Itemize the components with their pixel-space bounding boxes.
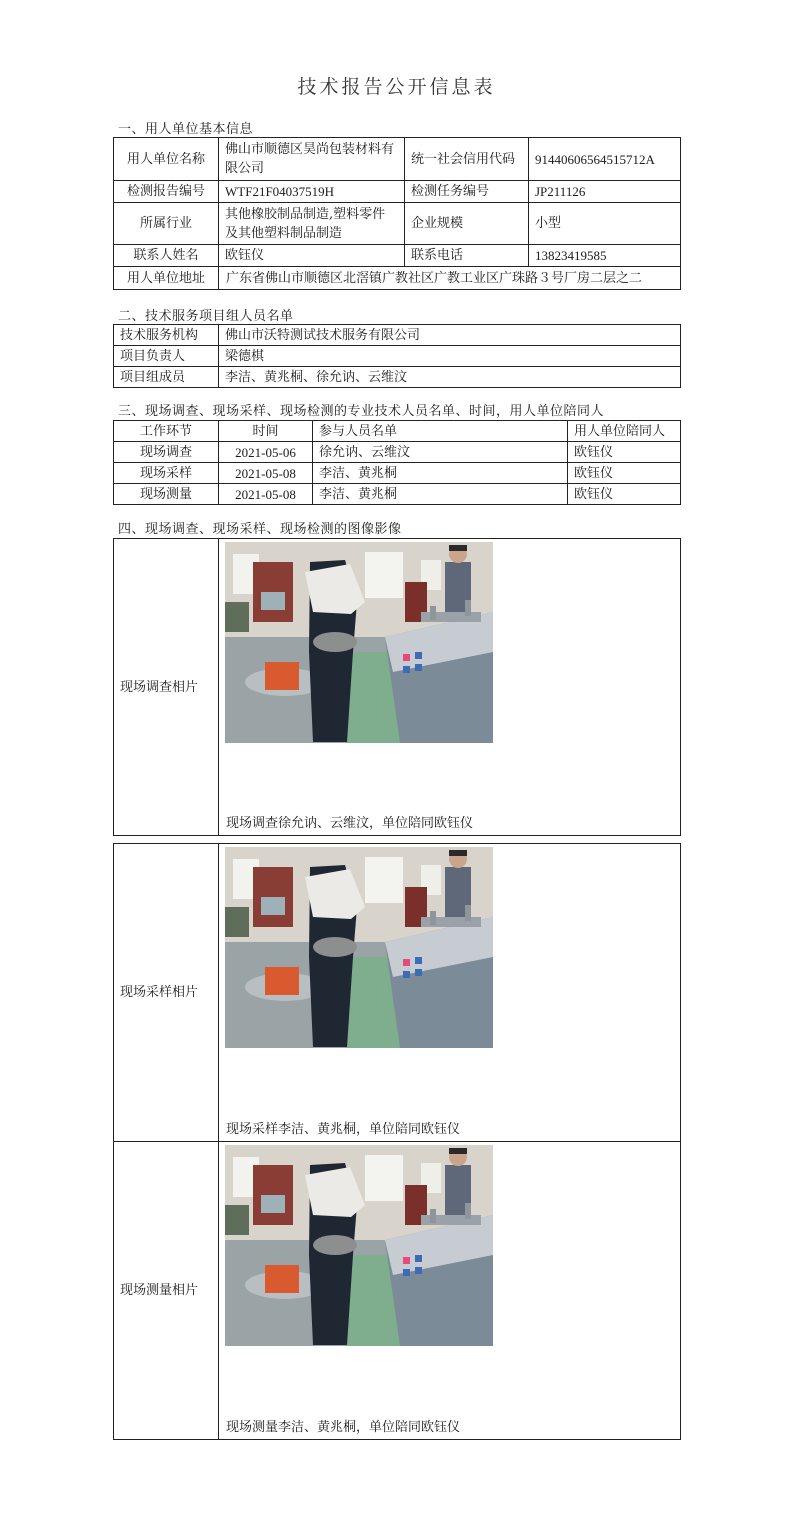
site-photo (225, 542, 493, 743)
value-cell: 佛山市沃特测试技术服务有限公司 (219, 325, 681, 346)
section-4-heading: 四、现场调查、现场采样、现场检测的图像影像 (118, 522, 402, 537)
section-3-heading: 三、现场调查、现场采样、现场检测的专业技术人员名单、时间，用人单位陪同人 (118, 404, 605, 419)
escort-cell: 欧钰仪 (568, 484, 681, 505)
table-row (114, 367, 681, 388)
site-photo (225, 847, 493, 1048)
value-cell: 其他橡胶制品制造,塑料零件及其他塑料制品制造 (219, 203, 405, 245)
table-row (114, 346, 681, 367)
label-cell: 联系电话 (405, 245, 529, 267)
table-row (114, 325, 681, 346)
escort-cell: 欧钰仪 (568, 442, 681, 463)
value-cell: 小型 (529, 203, 681, 245)
table-row (114, 181, 681, 203)
people-cell: 李洁、黄兆桐 (313, 463, 568, 484)
page-title: 技术报告公开信息表 (297, 76, 496, 98)
value-cell: 91440606564515712A (529, 138, 681, 181)
basic-info-table (113, 137, 681, 290)
label-cell: 用人单位地址 (114, 267, 219, 290)
photo-caption: 现场采样李洁、黄兆桐，单位陪同欧钰仪 (226, 1122, 461, 1137)
team-table (113, 324, 681, 388)
value-cell: 欧钰仪 (219, 245, 405, 267)
table-row (114, 442, 681, 463)
table-row (114, 484, 681, 505)
table-row (114, 463, 681, 484)
label-cell: 用人单位名称 (114, 138, 219, 181)
photo-table-sampling-measuring (113, 843, 681, 1440)
photo-caption: 现场调查徐允讷、云维汶，单位陪同欧钰仪 (226, 816, 474, 831)
photo-row (114, 844, 681, 1142)
date-cell: 2021-05-06 (219, 442, 313, 463)
photo-label: 现场调查相片 (114, 539, 219, 836)
people-cell: 李洁、黄兆桐 (313, 484, 568, 505)
photo-row (114, 539, 681, 836)
label-cell: 所属行业 (114, 203, 219, 245)
value-cell: JP211126 (529, 181, 681, 203)
people-cell: 徐允讷、云维汶 (313, 442, 568, 463)
column-header: 工作环节 (114, 421, 219, 442)
stage-cell: 现场调查 (114, 442, 219, 463)
label-cell: 项目组成员 (114, 367, 219, 388)
label-cell: 技术服务机构 (114, 325, 219, 346)
value-cell: 13823419585 (529, 245, 681, 267)
section-2-heading: 二、技术服务项目组人员名单 (118, 309, 294, 324)
label-cell: 联系人姓名 (114, 245, 219, 267)
stage-cell: 现场采样 (114, 463, 219, 484)
photo-label: 现场采样相片 (114, 844, 219, 1142)
section-1-heading: 一、用人单位基本信息 (118, 122, 254, 137)
value-cell: 李洁、黄兆桐、徐允讷、云维汶 (219, 367, 681, 388)
escort-cell: 欧钰仪 (568, 463, 681, 484)
label-cell: 检测任务编号 (405, 181, 529, 203)
photo-label: 现场测量相片 (114, 1142, 219, 1440)
column-header: 用人单位陪同人 (568, 421, 681, 442)
label-cell: 统一社会信用代码 (405, 138, 529, 181)
date-cell: 2021-05-08 (219, 463, 313, 484)
value-cell: 梁德棋 (219, 346, 681, 367)
label-cell: 检测报告编号 (114, 181, 219, 203)
label-cell: 项目负责人 (114, 346, 219, 367)
table-row (114, 138, 681, 181)
stage-cell: 现场测量 (114, 484, 219, 505)
table-row (114, 267, 681, 290)
table-row (114, 245, 681, 267)
column-header: 时间 (219, 421, 313, 442)
photo-table-survey (113, 538, 681, 836)
column-header: 参与人员名单 (313, 421, 568, 442)
photo-caption: 现场测量李洁、黄兆桐，单位陪同欧钰仪 (226, 1420, 461, 1435)
label-cell: 企业规模 (405, 203, 529, 245)
photo-row (114, 1142, 681, 1440)
date-cell: 2021-05-08 (219, 484, 313, 505)
table-row (114, 203, 681, 245)
value-cell: 佛山市顺德区昊尚包装材料有限公司 (219, 138, 405, 181)
table-header-row (114, 421, 681, 442)
schedule-table (113, 420, 681, 505)
site-photo (225, 1145, 493, 1346)
address-value: 广东省佛山市顺德区北滘镇广教社区广教工业区广珠路３号厂房二层之二 (219, 267, 681, 290)
value-cell: WTF21F04037519H (219, 181, 405, 203)
